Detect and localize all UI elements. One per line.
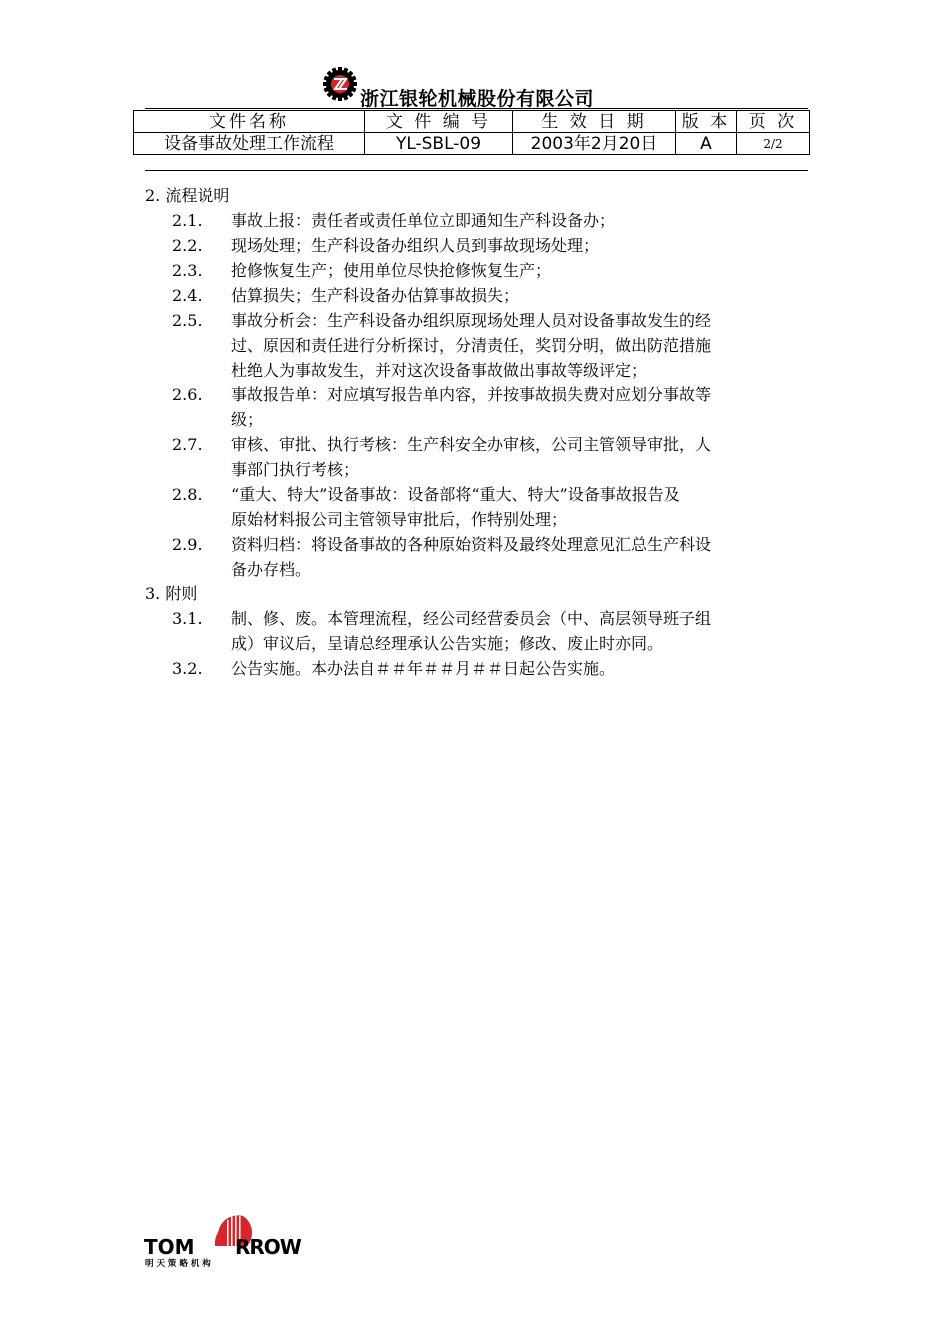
logo-text-right: RROW	[235, 1235, 301, 1259]
item-line: 事故分析会：生产科设备办组织原现场处理人员对设备事故发生的经	[231, 311, 712, 330]
item-line: 杜绝人为事故发生，并对这次设备事故做出事故等级评定；	[231, 361, 648, 380]
item-line: 事故报告单：对应填写报告单内容，并按事故损失费对应划分事故等	[231, 385, 712, 404]
item-number: 3.2.	[172, 659, 203, 678]
info-table-header-row	[134, 111, 810, 133]
item-line: 公告实施。本办法自＃＃年＃＃月＃＃日起公告实施。	[231, 659, 616, 678]
value-version: A	[676, 133, 737, 155]
item-line: 审核、审批、执行考核：生产科安全办审核，公司主管领导审批，人	[231, 435, 712, 454]
item-number: 2.9.	[172, 535, 203, 554]
item-line: 事故上报：责任者或责任单位立即通知生产科设备办；	[231, 211, 616, 230]
item-line: 事部门执行考核；	[231, 460, 360, 479]
info-table-value-row	[134, 133, 810, 155]
item-number: 3.1.	[172, 609, 203, 628]
value-page: 2/2	[737, 133, 810, 155]
item-number: 2.2.	[172, 236, 203, 255]
section-title-process: 2. 流程说明	[145, 186, 230, 205]
item-number: 2.4.	[172, 286, 203, 305]
header-version: 版 本	[676, 111, 737, 133]
item-line: 过、原因和责任进行分析探讨，分清责任，奖罚分明，做出防范措施	[231, 336, 712, 355]
item-line: 抢修恢复生产；使用单位尽快抢修恢复生产；	[231, 261, 552, 280]
tomorrow-logo-icon	[143, 1212, 303, 1268]
item-number: 2.6.	[172, 385, 203, 404]
item-line: 备办存档。	[231, 560, 312, 579]
logo-text-left: TOM	[144, 1235, 195, 1259]
document-info-table	[133, 110, 810, 155]
company-name: 浙江银轮机械股份有限公司	[360, 88, 595, 110]
item-line: 现场处理；生产科设备办组织人员到事故现场处理；	[231, 236, 600, 255]
header-rule-bottom	[145, 170, 808, 171]
header-file-name: 文件名称	[134, 111, 365, 133]
company-logo-icon	[322, 66, 358, 102]
item-number: 2.3.	[172, 261, 203, 280]
item-line: 资料归档：将设备事故的各种原始资料及最终处理意见汇总生产科设	[231, 535, 712, 554]
item-number: 2.1.	[172, 211, 203, 230]
section-title-appendix: 3. 附则	[145, 584, 198, 603]
item-line: 成）审议后，呈请总经理承认公告实施；修改、废止时亦同。	[231, 634, 664, 653]
item-line: 级；	[231, 410, 264, 429]
header-rule-top	[145, 108, 808, 109]
item-line: 制、修、废。本管理流程，经公司经营委员会（中、高层领导班子组	[231, 609, 712, 628]
item-line: 原始材料报公司主管领导审批后，作特别处理；	[231, 510, 568, 529]
logo-tagline: 明 天 策 略 机 构	[145, 1259, 211, 1268]
value-file-number: YL-SBL-09	[365, 133, 513, 155]
item-line: 估算损失；生产科设备办估算事故损失；	[231, 286, 520, 305]
value-effective-date: 2003年2月20日	[513, 133, 676, 155]
item-number: 2.5.	[172, 311, 203, 330]
item-number: 2.7.	[172, 435, 203, 454]
header-file-number: 文 件 编 号	[365, 111, 513, 133]
value-file-name: 设备事故处理工作流程	[134, 133, 365, 155]
header-page: 页 次	[737, 111, 810, 133]
item-number: 2.8.	[172, 485, 203, 504]
item-line: “重大、特大”设备事故：设备部将“重大、特大”设备事故报告及	[231, 485, 680, 504]
header-effective-date: 生 效 日 期	[513, 111, 676, 133]
